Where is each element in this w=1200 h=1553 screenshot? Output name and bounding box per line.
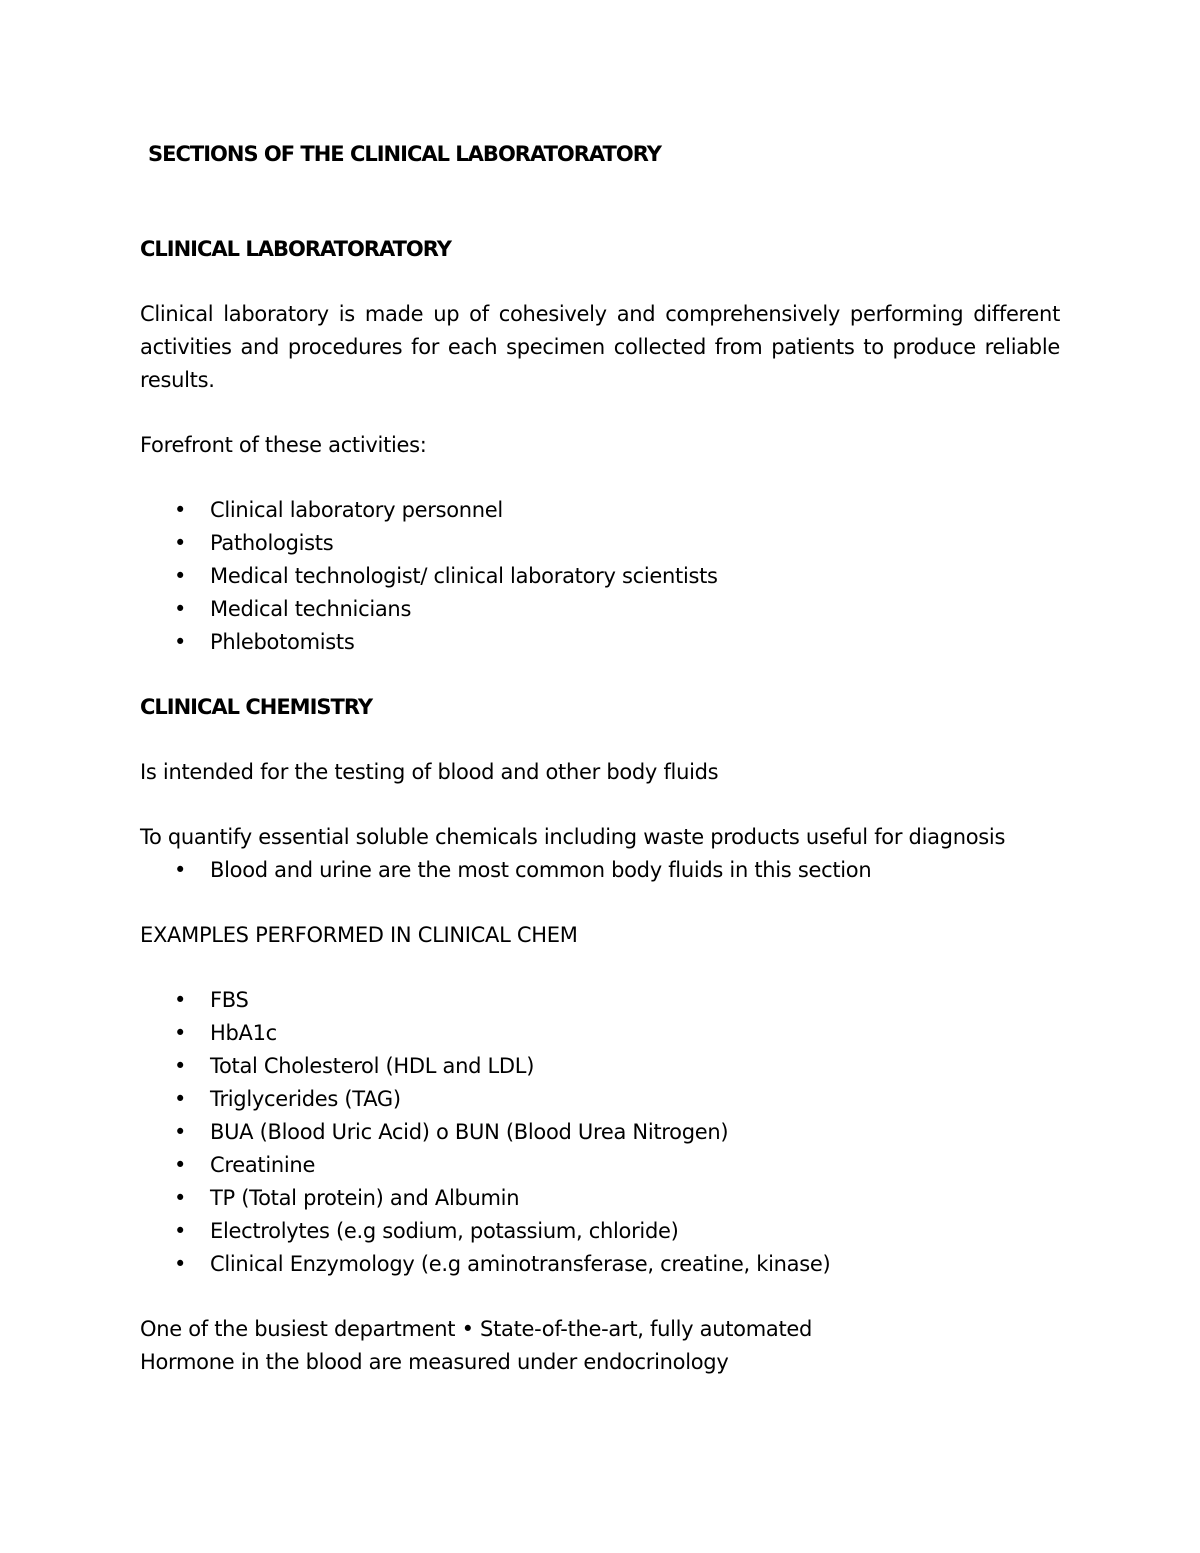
list-item-text: Clinical Enzymology (e.g aminotransferase, creatine, kinase) [210, 1252, 831, 1276]
forefront-list [140, 494, 1060, 659]
list-item-text: FBS [210, 988, 249, 1012]
document-title: SECTIONS OF THE CLINICAL LABORATORATORY [148, 142, 661, 166]
list-item-text: Electrolytes (e.g sodium, potassium, chloride) [210, 1219, 679, 1243]
examples-label: EXAMPLES PERFORMED IN CLINICAL CHEM [140, 923, 578, 947]
list-item [140, 593, 1060, 626]
bullet-icon: • [174, 1153, 187, 1177]
bullet-icon: • [174, 1120, 187, 1144]
list-item [140, 1182, 1060, 1215]
bullet-icon: • [174, 498, 187, 522]
bullet-icon: • [174, 1252, 187, 1276]
bullet-icon: • [174, 630, 187, 654]
list-item [140, 1083, 1060, 1116]
clinical-laboratory-intro: Clinical laboratory is made up of cohesively and comprehensively performing different activities and procedures for each specimen collected from patients to produce reliable results. [140, 302, 1060, 392]
bullet-icon: • [174, 1054, 187, 1078]
list-item [140, 626, 1060, 659]
list-item [140, 1215, 1060, 1248]
list-item-text: Triglycerides (TAG) [210, 1087, 401, 1111]
list-item-text: Pathologists [210, 531, 334, 555]
purpose-list [140, 854, 1060, 887]
bullet-icon: • [174, 1087, 187, 1111]
list-item [140, 1050, 1060, 1083]
list-item [140, 1017, 1060, 1050]
clinical-chemistry-intro: Is intended for the testing of blood and other body fluids [140, 760, 719, 784]
list-item-text: Medical technicians [210, 597, 412, 621]
bullet-icon: • [174, 858, 187, 882]
list-item-text: HbA1c [210, 1021, 277, 1045]
bullet-icon: • [174, 1219, 187, 1243]
list-item [140, 560, 1060, 593]
list-item-text: Medical technologist/ clinical laboratory scientists [210, 564, 718, 588]
bullet-icon: • [174, 531, 187, 555]
list-item-text: Phlebotomists [210, 630, 355, 654]
bullet-icon: • [174, 1021, 187, 1045]
section-heading-clinical-laboratory: CLINICAL LABORATORATORY [140, 237, 452, 261]
document-content [140, 138, 1060, 1379]
list-item-text: BUA (Blood Uric Acid) o BUN (Blood Urea Nitrogen) [210, 1120, 729, 1144]
list-item [140, 854, 1060, 887]
list-item-text: Clinical laboratory personnel [210, 498, 503, 522]
closing-line-busiest: One of the busiest department • State-of-the-art, fully automated [140, 1317, 813, 1341]
list-item [140, 984, 1060, 1017]
list-item [140, 494, 1060, 527]
list-item-text: Creatinine [210, 1153, 316, 1177]
clinical-chemistry-purpose: To quantify essential soluble chemicals including waste products useful for diagnosis [140, 825, 1006, 849]
bullet-icon: • [174, 597, 187, 621]
bullet-icon: • [174, 1186, 187, 1210]
closing-line-hormone: Hormone in the blood are measured under endocrinology [140, 1350, 729, 1374]
list-item-text: Total Cholesterol (HDL and LDL) [210, 1054, 535, 1078]
examples-list [140, 984, 1060, 1281]
bullet-icon: • [174, 988, 187, 1012]
list-item-text: TP (Total protein) and Albumin [210, 1186, 520, 1210]
bullet-icon: • [174, 564, 187, 588]
list-item [140, 1248, 1060, 1281]
list-item [140, 527, 1060, 560]
section-heading-clinical-chemistry: CLINICAL CHEMISTRY [140, 695, 373, 719]
forefront-label: Forefront of these activities: [140, 433, 427, 457]
list-item-text: Blood and urine are the most common body fluids in this section [210, 858, 872, 882]
list-item [140, 1116, 1060, 1149]
list-item [140, 1149, 1060, 1182]
